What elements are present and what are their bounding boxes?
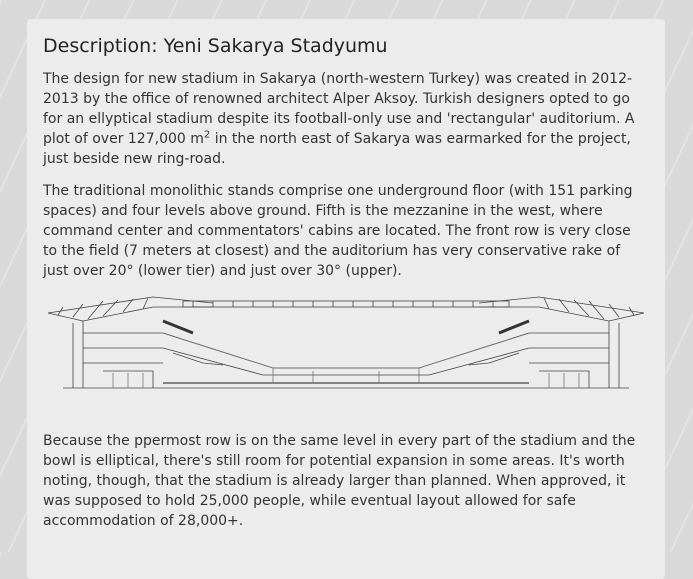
paragraph-expansion: Because the ppermost row is on the same level in every part of the stadium and the bowl is elliptical, there's still room for potential expansion in some areas. It's worth noting, though, that the stadium is already larger than planned. When approved, it was supposed to hold 25,000 people, while eventual layout allowed for safe accommodation of 28,000+. [43, 433, 636, 529]
superscript: 2 [203, 129, 211, 141]
paragraph-stands: The traditional monolithic stands comprise one underground floor (with 151 parking spaces) and four levels above ground. Fifth is the mezzanine in the west, where command center and commentators' cabins are located. The front row is very close to the field (7 meters at closest) and the auditorium has very conservative rake of just over 20° (lower tier) and just over 30° (upper). [43, 183, 633, 279]
stadium-section-drawing [43, 293, 649, 413]
paragraph-intro-text-end: in the north east of Sakarya was earmarked for the project, just beside new ring-road. [43, 131, 631, 167]
page-title: Description: Yeni Sakarya Stadyumu [43, 35, 388, 57]
description-card [27, 19, 665, 579]
paragraph-intro [43, 69, 649, 169]
stadium-section-icon [43, 293, 649, 408]
paragraph-intro-text: The design for new stadium in Sakarya (north-western Turkey) was created in 2012-2013 by the office of renowned architect Alper Aksoy. Turkish designers opted to go for an ellyptical stadium despite its football-only use and 'rectangular' auditorium. A plot of over 127,000 m [43, 71, 635, 147]
